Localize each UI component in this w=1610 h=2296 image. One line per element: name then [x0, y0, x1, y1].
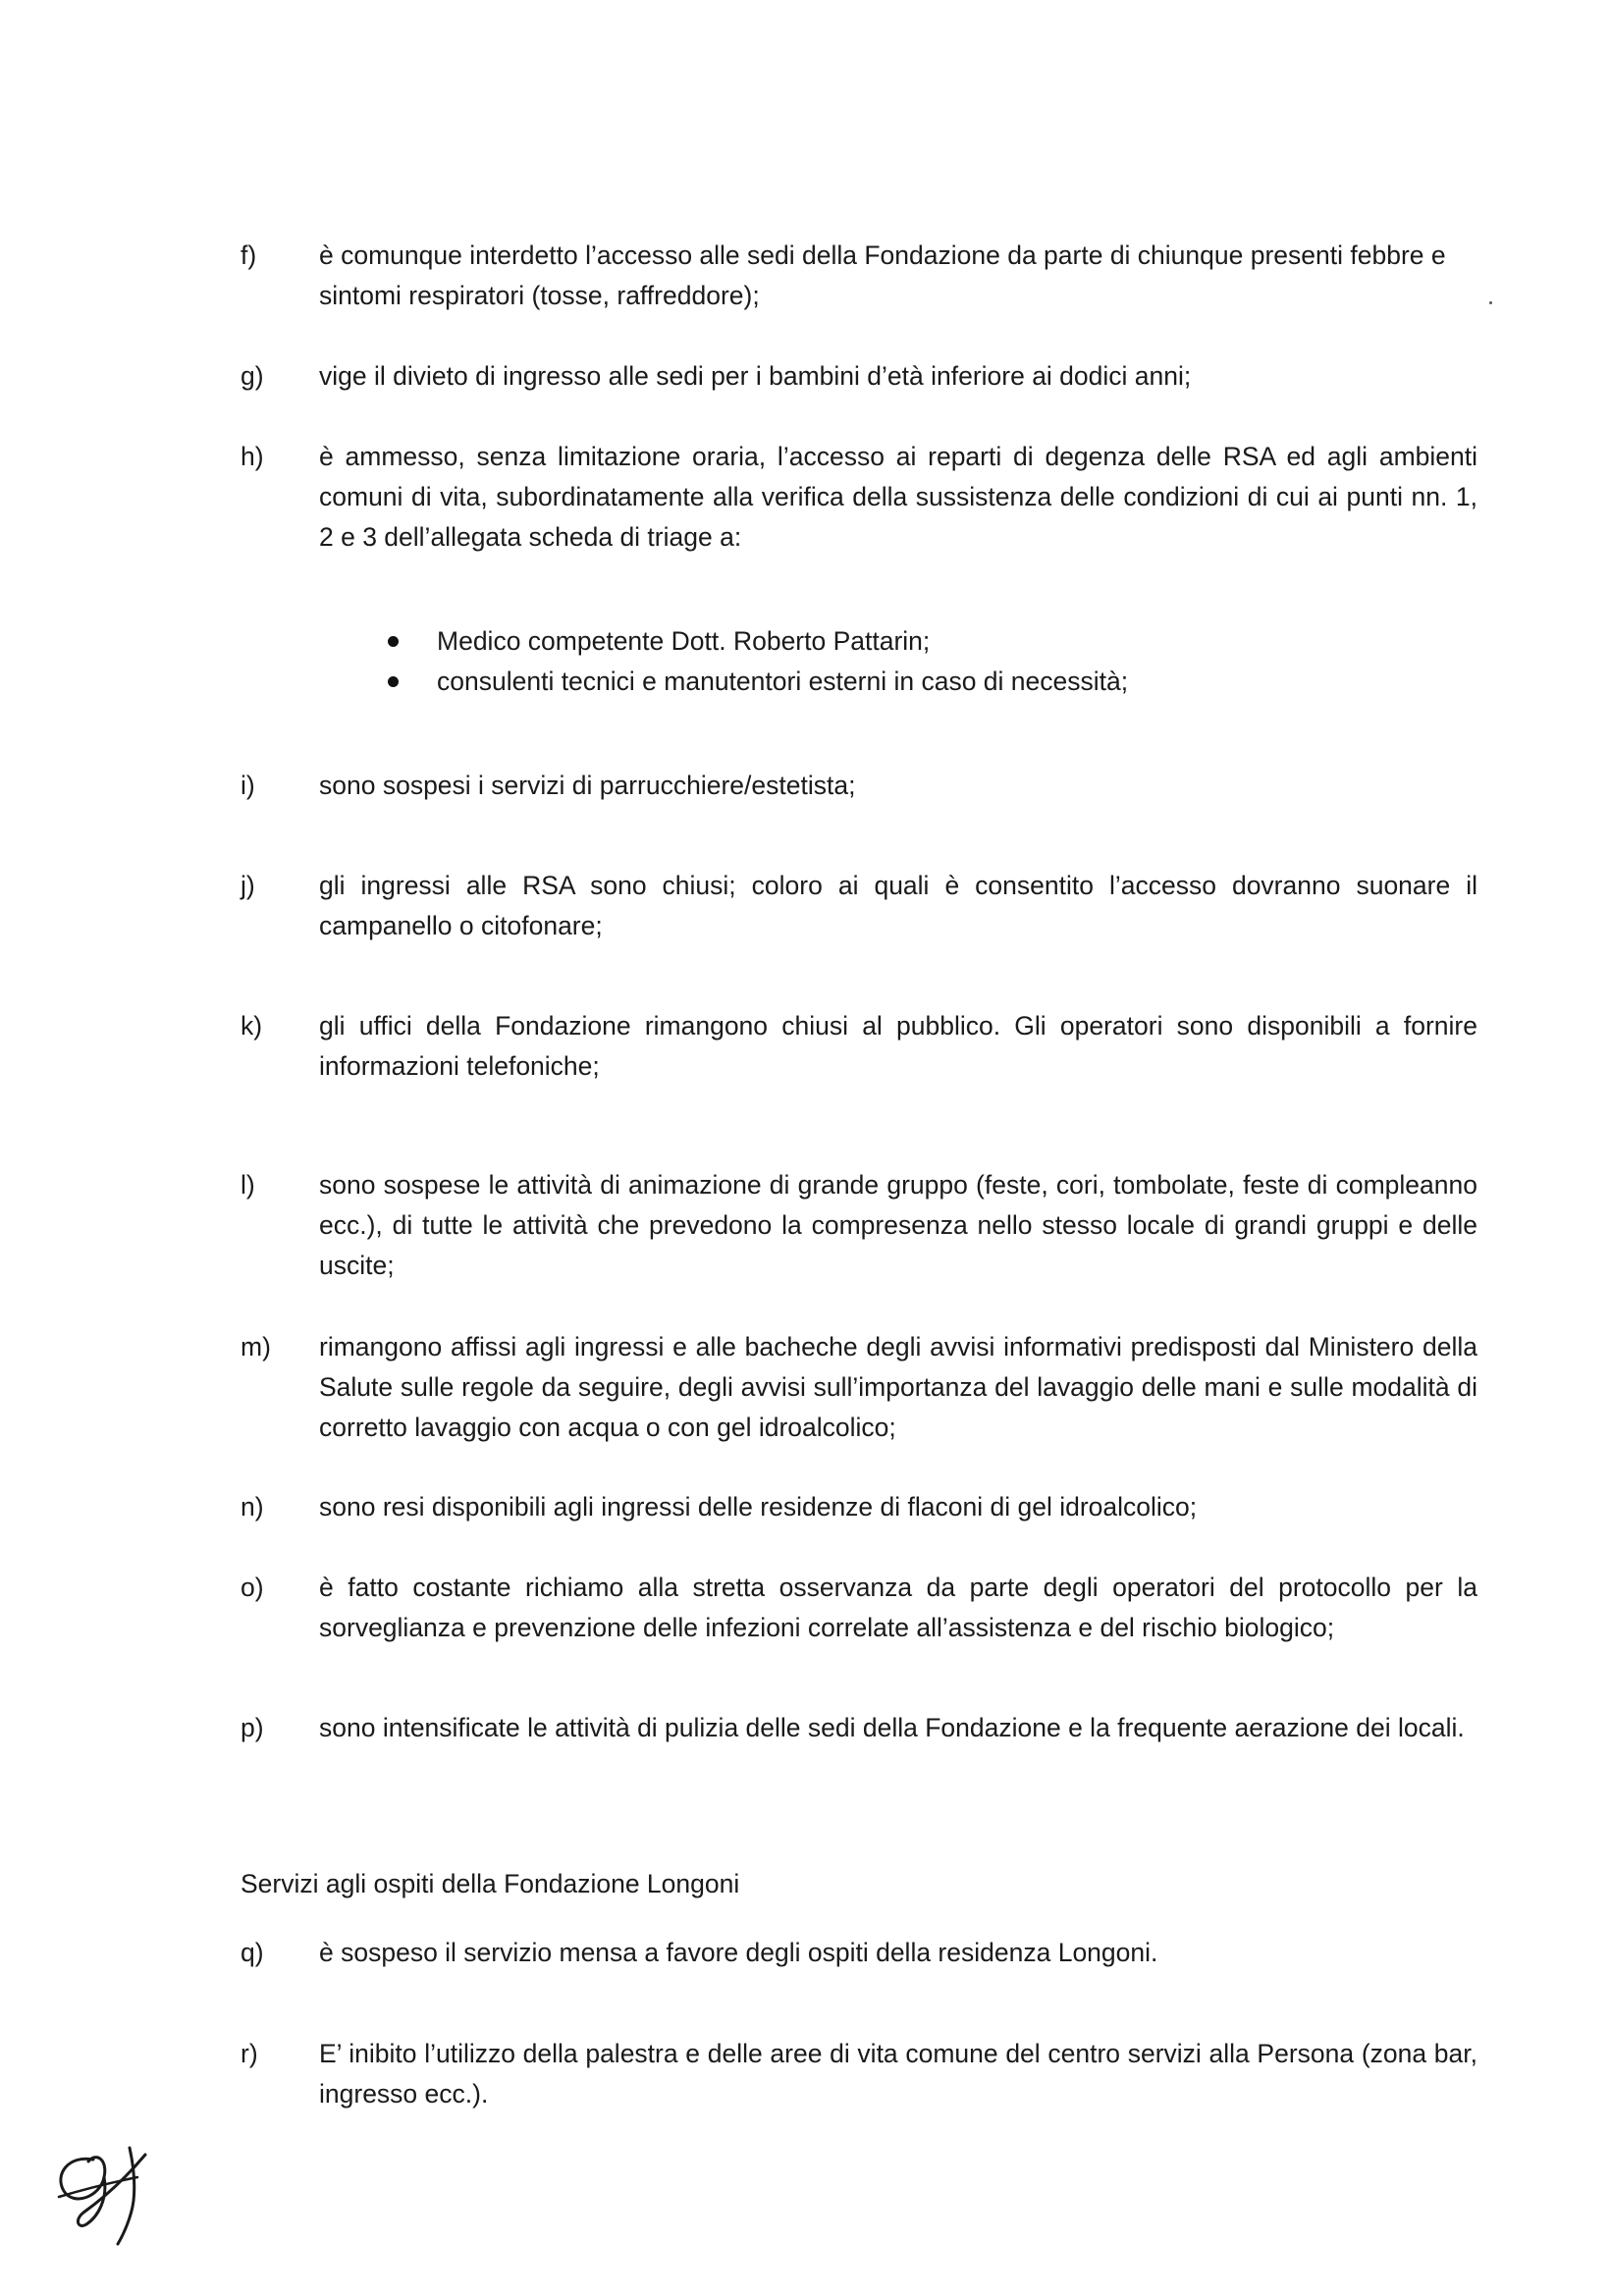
- item-text: rimangono affissi agli ingressi e alle bacheche degli avvisi informativi predisposti dal Ministero della Salute sulle regole da seguire, degli avvisi sull’importanza del lavaggio delle mani e sulle modalità di corretto lavaggio con acqua o con gel idroalcolico;: [319, 1332, 1477, 1442]
- item-text: gli uffici della Fondazione rimangono chiusi al pubblico. Gli operatori sono disponibili a fornire informazioni telefoniche;: [319, 1011, 1477, 1081]
- item-marker: l): [241, 1170, 255, 1200]
- item-text: è comunque interdetto l’accesso alle sedi della Fondazione da parte di chiunque presenti febbre e sintomi respiratori (tosse, raffreddore);: [319, 240, 1446, 310]
- item-marker: h): [241, 442, 264, 471]
- authorized-persons-list: [388, 621, 1271, 702]
- item-marker: g): [241, 361, 264, 391]
- item-text: gli ingressi alle RSA sono chiusi; coloro ai quali è consentito l’accesso dovranno suonare il campanello o citofonare;: [319, 871, 1477, 940]
- item-marker: m): [241, 1332, 271, 1362]
- bullet-icon: [388, 636, 399, 647]
- handwritten-signature: [39, 2101, 187, 2248]
- item-marker: f): [241, 240, 257, 270]
- item-marker: n): [241, 1492, 264, 1522]
- item-text: vige il divieto di ingresso alle sedi per i bambini d’età inferiore ai dodici anni;: [319, 361, 1192, 391]
- item-text: sono intensificate le attività di pulizia delle sedi della Fondazione e la frequente aerazione dei locali.: [319, 1713, 1465, 1742]
- item-text: sono sospese le attività di animazione di grande gruppo (feste, cori, tombolate, feste di compleanno ecc.), di tutte le attività che prevedono la compresenza nello stesso locale di grandi gruppi e delle uscite;: [319, 1170, 1477, 1280]
- item-marker: j): [241, 871, 255, 900]
- bullet-text: Medico competente Dott. Roberto Pattarin;: [437, 626, 931, 656]
- bullet-text: consulenti tecnici e manutentori esterni in caso di necessità;: [437, 667, 1129, 696]
- item-text: è fatto costante richiamo alla stretta osservanza da parte degli operatori del protocollo per la sorveglianza e prevenzione delle infezioni correlate all’assistenza e del rischio biologico;: [319, 1573, 1477, 1642]
- scan-speck: [1489, 301, 1492, 304]
- item-text: è ammesso, senza limitazione oraria, l’accesso ai reparti di degenza delle RSA ed agli ambienti comuni di vita, subordinatamente alla verifica della sussistenza delle condizioni di cui ai punti nn. 1, 2 e 3 dell’allegata scheda di triage a:: [319, 442, 1477, 552]
- item-marker: k): [241, 1011, 263, 1041]
- item-text: è sospeso il servizio mensa a favore degli ospiti della residenza Longoni.: [319, 1938, 1158, 1967]
- bullet-item: [388, 621, 1271, 662]
- item-marker: q): [241, 1938, 264, 1967]
- item-text: sono sospesi i servizi di parrucchiere/estetista;: [319, 771, 856, 800]
- bullet-icon: [388, 676, 399, 687]
- item-text: E’ inibito l’utilizzo della palestra e delle aree di vita comune del centro servizi alla Persona (zona bar, ingresso ecc.).: [319, 2039, 1477, 2109]
- item-marker: i): [241, 771, 255, 800]
- item-marker: p): [241, 1713, 264, 1742]
- bullet-item: [388, 662, 1271, 702]
- item-marker: r): [241, 2039, 258, 2068]
- item-marker: o): [241, 1573, 264, 1602]
- item-text: sono resi disponibili agli ingressi delle residenze di flaconi di gel idroalcolico;: [319, 1492, 1198, 1522]
- section-heading: Servizi agli ospiti della Fondazione Longoni: [241, 1869, 740, 1898]
